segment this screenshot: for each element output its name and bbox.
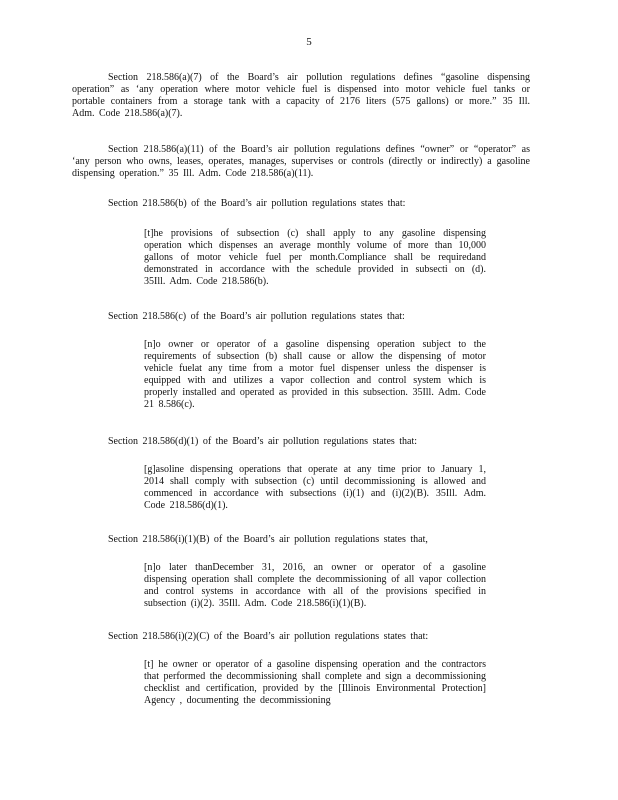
section-intro-218-586-i-2-c: Section 218.586(i)(2)(C) of the Board’s air pollution regulations states that: [108,631,429,642]
block-quote-218-586-c: [n]o owner or operator of a gasoline dispensing operation subject to the requirements of subsection (b) shall cause or allow the dispensing of motor vehicle fuelat any time from a motor fuel dispenser unless the dispenser is equipped with and utilizes a vapor collection and control system which is properly installed and operated as provided in this subsection. 35Ill. Adm. Code 21 8.586(c). [144,339,486,410]
section-intro-218-586-i-1-b: Section 218.586(i)(1)(B) of the Board’s air pollution regulations states that, [108,534,428,545]
definition-paragraph-gasoline-dispensing-operation: Section 218.586(a)(7) of the Board’s air pollution regulations defines “gasoline dispensing operation” as ‘any operation where motor vehicle fuel is dispensed into motor vehicle fuel tanks or portable containers from a storage tank with a capacity of 2176 liters (575 gallons) or more.” 35 Ill. Adm. Code 218.586(a)(7). [72,72,530,119]
block-quote-218-586-b: [t]he provisions of subsection (c) shall apply to any gasoline dispensing operation which dispenses an average monthly volume of more than 10,000 gallons of motor vehicle fuel per month.Compliance shall be requiredand demonstrated in accordance with the schedule provided in subsecti on (d). 35Ill. Adm. Code 218.586(b). [144,228,486,287]
section-intro-218-586-b: Section 218.586(b) of the Board’s air pollution regulations states that: [108,198,406,209]
section-intro-218-586-d-1: Section 218.586(d)(1) of the Board’s air pollution regulations states that: [108,436,418,447]
block-quote-218-586-d-1: [g]asoline dispensing operations that operate at any time prior to January 1, 2014 shall comply with subsection (c) until decommissioning is allowed and commenced in accordance with subsections (i)(1) and (i)(2)(B). 35Ill. Adm. Code 218.586(d)(1). [144,464,486,511]
section-intro-218-586-c: Section 218.586(c) of the Board’s air pollution regulations states that: [108,311,405,322]
block-quote-218-586-i-2-c: [t] he owner or operator of a gasoline dispensing operation and the contractors that performed the decommissioning shall complete and sign a decommissioning checklist and certification, provided by the [Illinois Environmental Protection] Agency , documenting the decommissioning [144,659,486,706]
definition-paragraph-owner-operator: Section 218.586(a)(11) of the Board’s air pollution regulations defines “owner” or “operator” as ‘any person who owns, leases, operates, manages, supervises or controls (directly or indirectly) a gasoline dispensing operation.” 35 Ill. Adm. Code 218.586(a)(11). [72,144,530,179]
page-number: 5 [306,36,312,48]
block-quote-218-586-i-1-b: [n]o later thanDecember 31, 2016, an owner or operator of a gasoline dispensing operation shall complete the decommissioning of all vapor collection and control systems in accordance with all of the provisions specified in subsection (i)(2). 35Ill. Adm. Code 218.586(i)(1)(B). [144,562,486,609]
